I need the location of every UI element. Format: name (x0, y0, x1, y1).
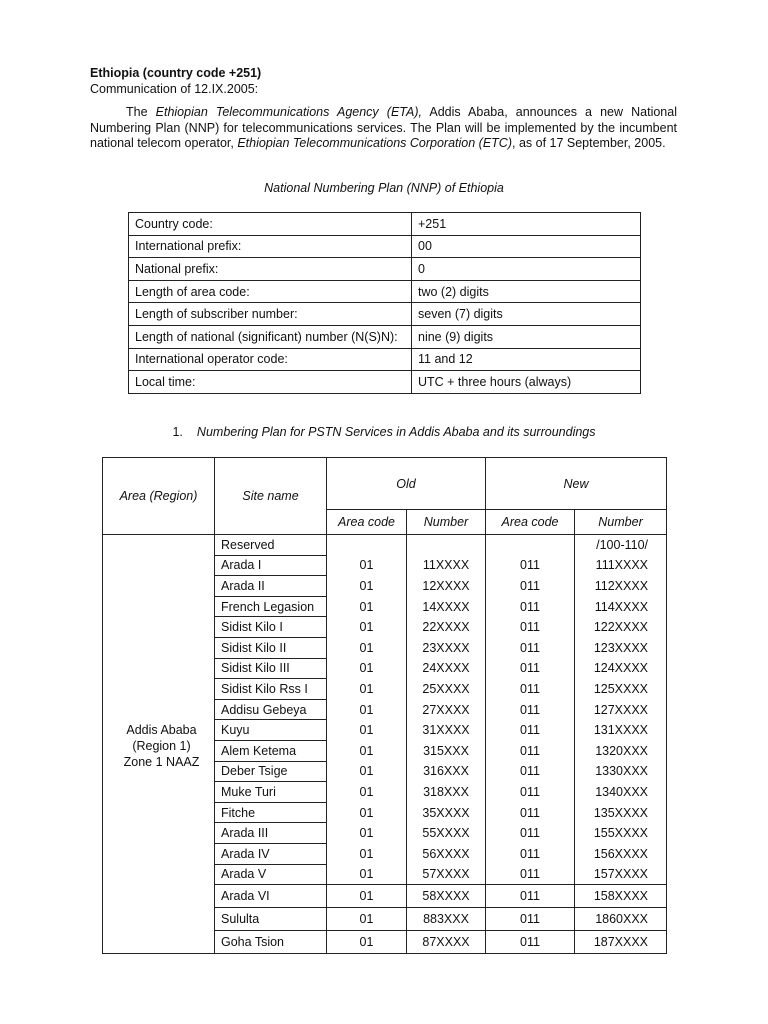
old-number-cell: 55XXXX (407, 823, 486, 844)
new-number-cell: 124XXXX (575, 658, 667, 679)
old-number-cell: 27XXXX (407, 699, 486, 720)
new-number-cell: 158XXXX (575, 885, 667, 908)
nnp-row (129, 258, 641, 281)
nnp-label: Local time: (129, 371, 412, 394)
nnp-row (129, 280, 641, 303)
nnp-value: 11 and 12 (412, 348, 641, 371)
new-number-cell: 157XXXX (575, 864, 667, 885)
header-old: Old (327, 458, 486, 510)
nnp-parameters-table (128, 212, 641, 394)
new-area-code-cell: 011 (486, 679, 575, 700)
nnp-label: International operator code: (129, 348, 412, 371)
old-area-code-cell: 01 (327, 802, 407, 823)
intro-text-2: Addis Ababa, announces a new National Numbering Plan (NNP) for telecommunications services. The Plan will be implemented by the incumbent national telecom operator, (90, 105, 677, 150)
old-area-code-cell: 01 (327, 679, 407, 700)
old-number-cell: 12XXXX (407, 576, 486, 597)
new-number-cell: 156XXXX (575, 843, 667, 864)
site-name-cell: Alem Ketema (215, 740, 327, 761)
new-number-cell: 123XXXX (575, 637, 667, 658)
agency-name: Ethiopian Telecommunications Agency (ETA), (155, 105, 422, 119)
site-name-cell: Arada III (215, 823, 327, 844)
site-name-cell: Goha Tsion (215, 931, 327, 954)
old-area-code-cell: 01 (327, 885, 407, 908)
old-number-cell: 57XXXX (407, 864, 486, 885)
old-number-cell (407, 535, 486, 556)
old-number-cell: 22XXXX (407, 617, 486, 638)
old-number-cell: 315XXX (407, 740, 486, 761)
old-area-code-cell: 01 (327, 864, 407, 885)
nnp-value: 0 (412, 258, 641, 281)
nnp-label: Length of national (significant) number (N(S)N): (129, 325, 412, 348)
header-new: New (486, 458, 667, 510)
nnp-label: Length of area code: (129, 280, 412, 303)
header-site-name: Site name (215, 458, 327, 535)
old-number-cell: 35XXXX (407, 802, 486, 823)
site-name-cell: Fitche (215, 802, 327, 823)
nnp-row (129, 325, 641, 348)
new-area-code-cell: 011 (486, 617, 575, 638)
new-area-code-cell: 011 (486, 761, 575, 782)
new-area-code-cell: 011 (486, 843, 575, 864)
new-area-code-cell: 011 (486, 740, 575, 761)
new-number-cell: /100-110/ (575, 535, 667, 556)
site-name-cell: Sidist Kilo II (215, 637, 327, 658)
old-area-code-cell: 01 (327, 699, 407, 720)
nnp-value: nine (9) digits (412, 325, 641, 348)
new-number-cell: 1330XXX (575, 761, 667, 782)
nnp-row (129, 235, 641, 258)
new-number-cell: 122XXXX (575, 617, 667, 638)
region-line1: Addis Ababa (126, 723, 197, 738)
old-area-code-cell: 01 (327, 782, 407, 803)
corporation-name: Ethiopian Telecommunications Corporation (ETC) (237, 136, 512, 150)
header-old-number: Number (407, 510, 486, 535)
nnp-value: UTC + three hours (always) (412, 371, 641, 394)
nnp-row (129, 371, 641, 394)
communication-date: Communication of 12.IX.2005: (90, 82, 259, 96)
nnp-label: Length of subscriber number: (129, 303, 412, 326)
table-row (103, 535, 667, 556)
old-area-code-cell: 01 (327, 823, 407, 844)
new-number-cell: 112XXXX (575, 576, 667, 597)
old-area-code-cell: 01 (327, 658, 407, 679)
site-name-cell: Arada IV (215, 843, 327, 864)
new-number-cell: 1320XXX (575, 740, 667, 761)
intro-text-3: , as of 17 September, 2005. (512, 136, 666, 150)
new-area-code-cell: 011 (486, 908, 575, 931)
header-new-number: Number (575, 510, 667, 535)
new-number-cell: 1340XXX (575, 782, 667, 803)
site-name-cell: Sululta (215, 908, 327, 931)
section-heading (0, 425, 768, 439)
section-number: 1. (172, 425, 183, 439)
old-area-code-cell: 01 (327, 637, 407, 658)
old-number-cell: 883XXX (407, 908, 486, 931)
site-name-cell: French Legasion (215, 596, 327, 617)
old-area-code-cell: 01 (327, 761, 407, 782)
new-number-cell: 131XXXX (575, 720, 667, 741)
old-area-code-cell: 01 (327, 740, 407, 761)
old-number-cell: 31XXXX (407, 720, 486, 741)
site-name-cell: Deber Tsige (215, 761, 327, 782)
old-number-cell: 14XXXX (407, 596, 486, 617)
new-area-code-cell: 011 (486, 931, 575, 954)
header-area-region: Area (Region) (103, 458, 215, 535)
old-number-cell: 316XXX (407, 761, 486, 782)
new-area-code-cell: 011 (486, 699, 575, 720)
old-number-cell: 23XXXX (407, 637, 486, 658)
new-number-cell: 125XXXX (575, 679, 667, 700)
page-title: Ethiopia (country code +251) (90, 66, 262, 80)
new-number-cell: 114XXXX (575, 596, 667, 617)
old-number-cell: 11XXXX (407, 555, 486, 576)
site-name-cell: Muke Turi (215, 782, 327, 803)
new-area-code-cell: 011 (486, 864, 575, 885)
old-area-code-cell: 01 (327, 843, 407, 864)
old-area-code-cell: 01 (327, 931, 407, 954)
old-area-code-cell: 01 (327, 596, 407, 617)
site-name-cell: Reserved (215, 535, 327, 556)
site-name-cell: Addisu Gebeya (215, 699, 327, 720)
pstn-numbering-table (102, 457, 667, 954)
old-number-cell: 58XXXX (407, 885, 486, 908)
section-title: Numbering Plan for PSTN Services in Addis Ababa and its surroundings (196, 425, 596, 439)
region-cell (103, 535, 215, 954)
header-new-area-code: Area code (486, 510, 575, 535)
new-area-code-cell: 011 (486, 885, 575, 908)
old-area-code-cell: 01 (327, 555, 407, 576)
nnp-value: +251 (412, 213, 641, 236)
intro-paragraph (90, 105, 677, 152)
old-number-cell: 25XXXX (407, 679, 486, 700)
nnp-value: two (2) digits (412, 280, 641, 303)
old-area-code-cell: 01 (327, 908, 407, 931)
old-area-code-cell: 01 (327, 720, 407, 741)
region-line2: (Region 1) (132, 739, 191, 754)
site-name-cell: Arada VI (215, 885, 327, 908)
new-area-code-cell: 011 (486, 782, 575, 803)
site-name-cell: Arada I (215, 555, 327, 576)
nnp-label: Country code: (129, 213, 412, 236)
old-area-code-cell: 01 (327, 617, 407, 638)
new-number-cell: 127XXXX (575, 699, 667, 720)
new-area-code-cell: 011 (486, 637, 575, 658)
new-area-code-cell: 011 (486, 658, 575, 679)
site-name-cell: Kuyu (215, 720, 327, 741)
old-number-cell: 56XXXX (407, 843, 486, 864)
new-area-code-cell: 011 (486, 576, 575, 597)
intro-text-1: The (126, 105, 156, 119)
new-number-cell: 187XXXX (575, 931, 667, 954)
old-number-cell: 318XXX (407, 782, 486, 803)
new-number-cell: 111XXXX (575, 555, 667, 576)
nnp-label: International prefix: (129, 235, 412, 258)
new-area-code-cell: 011 (486, 720, 575, 741)
new-area-code-cell (486, 535, 575, 556)
old-number-cell: 24XXXX (407, 658, 486, 679)
new-number-cell: 135XXXX (575, 802, 667, 823)
site-name-cell: Sidist Kilo Rss I (215, 679, 327, 700)
nnp-caption: National Numbering Plan (NNP) of Ethiopia (264, 181, 504, 195)
nnp-row (129, 303, 641, 326)
old-area-code-cell: 01 (327, 576, 407, 597)
new-area-code-cell: 011 (486, 596, 575, 617)
new-number-cell: 1860XXX (575, 908, 667, 931)
region-line3: Zone 1 NAAZ (123, 755, 200, 770)
old-area-code-cell (327, 535, 407, 556)
header-old-area-code: Area code (327, 510, 407, 535)
old-number-cell: 87XXXX (407, 931, 486, 954)
nnp-row (129, 213, 641, 236)
nnp-value: 00 (412, 235, 641, 258)
new-area-code-cell: 011 (486, 802, 575, 823)
site-name-cell: Sidist Kilo I (215, 617, 327, 638)
nnp-label: National prefix: (129, 258, 412, 281)
site-name-cell: Arada II (215, 576, 327, 597)
nnp-row (129, 348, 641, 371)
site-name-cell: Arada V (215, 864, 327, 885)
new-number-cell: 155XXXX (575, 823, 667, 844)
nnp-value: seven (7) digits (412, 303, 641, 326)
new-area-code-cell: 011 (486, 823, 575, 844)
new-area-code-cell: 011 (486, 555, 575, 576)
site-name-cell: Sidist Kilo III (215, 658, 327, 679)
